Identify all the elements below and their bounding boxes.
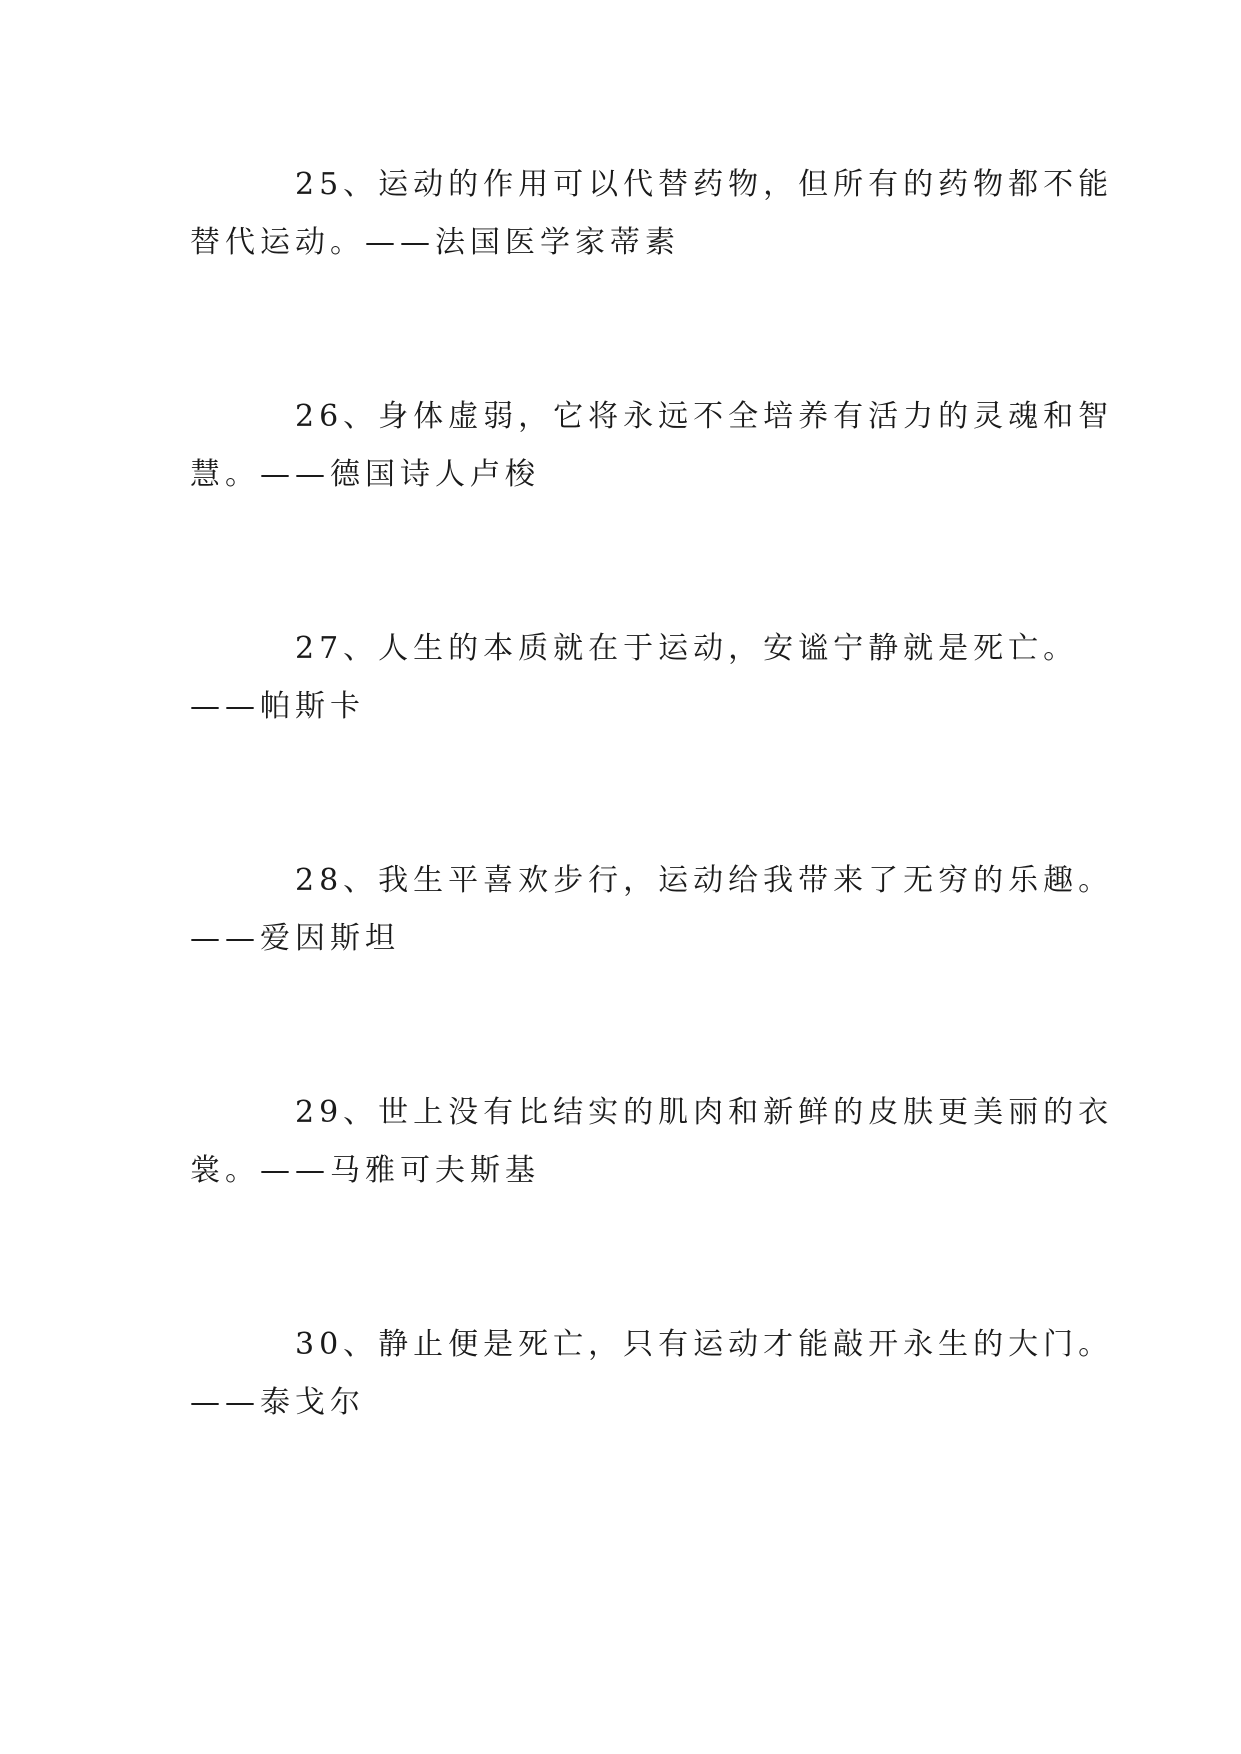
- quote-25: [190, 156, 1114, 272]
- quote-text: 27、人生的本质就在于运动，安谧宁静就是死亡。: [295, 631, 1079, 666]
- quote-29: [190, 1084, 1114, 1200]
- quote-text: 28、我生平喜欢步行，运动给我带来了无穷的乐趣。: [295, 863, 1114, 898]
- quote-28: [190, 852, 1114, 968]
- quote-26: [190, 388, 1114, 504]
- quote-attribution: 裳。——马雅可夫斯基: [190, 1153, 540, 1188]
- quote-attribution: 替代运动。——法国医学家蒂素: [190, 225, 680, 260]
- quote-attribution: 慧。——德国诗人卢梭: [190, 457, 540, 492]
- quote-text: 30、静止便是死亡，只有运动才能敲开永生的大门。: [295, 1327, 1114, 1362]
- quote-attribution: ——爱因斯坦: [190, 921, 400, 956]
- quote-30: [190, 1316, 1114, 1432]
- quote-text: 25、运动的作用可以代替药物，但所有的药物都不能: [295, 167, 1114, 202]
- quote-text: 26、身体虚弱，它将永远不全培养有活力的灵魂和智: [295, 399, 1114, 434]
- quote-text: 29、世上没有比结实的肌肉和新鲜的皮肤更美丽的衣: [295, 1095, 1114, 1130]
- quote-attribution: ——帕斯卡: [190, 689, 365, 724]
- quote-attribution: ——泰戈尔: [190, 1385, 365, 1420]
- quote-27: [190, 620, 1079, 736]
